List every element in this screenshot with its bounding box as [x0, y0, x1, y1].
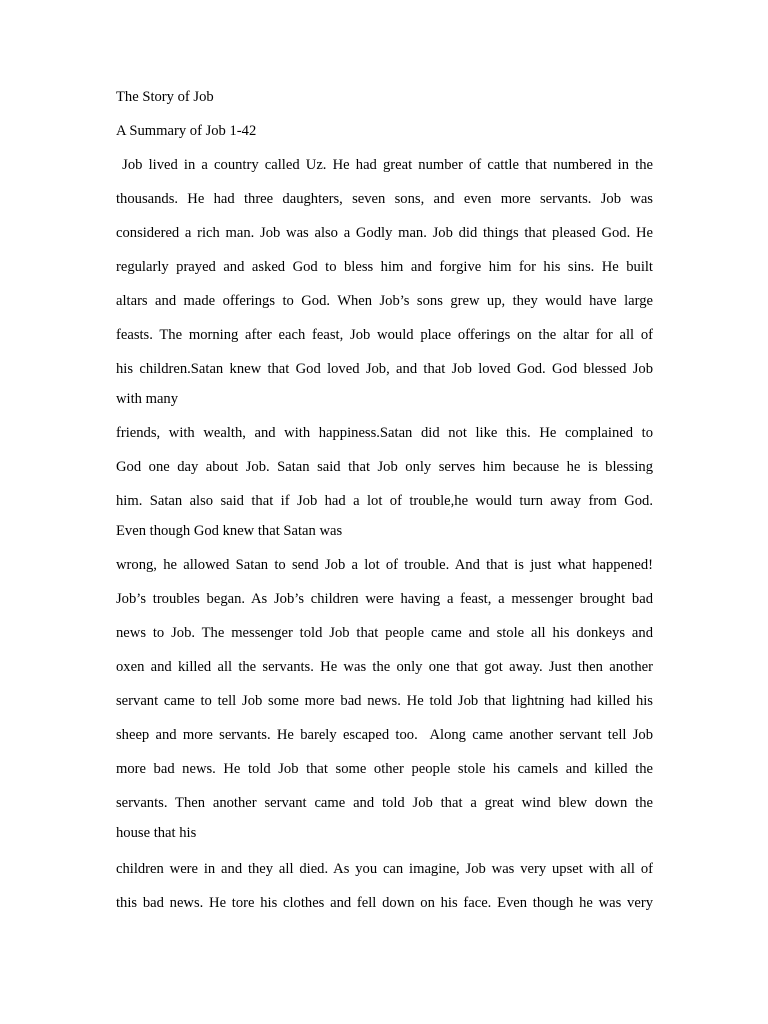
body-line: this bad news. He tore his clothes and fell down on his face. Even though he was very: [116, 895, 653, 911]
body-line: servant came to tell Job some more bad news. He told Job that lightning had killed his: [116, 693, 653, 709]
body-line: news to Job. The messenger told Job that people came and stole all his donkeys and: [116, 625, 653, 641]
body-line: God one day about Job. Satan said that Job only serves him because he is blessing: [116, 459, 653, 475]
body-line: regularly prayed and asked God to bless him and forgive him for his sins. He built: [116, 259, 653, 275]
body-line: oxen and killed all the servants. He was the only one that got away. Just then another: [116, 659, 653, 675]
body-line: thousands. He had three daughters, seven sons, and even more servants. Job was: [116, 191, 653, 207]
body-line: more bad news. He told Job that some other people stole his camels and killed the: [116, 761, 653, 777]
body-line: house that his: [116, 825, 197, 841]
body-line: wrong, he allowed Satan to send Job a lot of trouble. And that is just what happened!: [116, 557, 653, 573]
body-line: sheep and more servants. He barely escaped too. Along came another servant tell Job: [116, 727, 653, 743]
body-line: with many: [116, 391, 179, 407]
body-line: children were in and they all died. As you can imagine, Job was very upset with all of: [116, 861, 653, 877]
document-title: The Story of Job: [116, 89, 214, 105]
body-line: Job lived in a country called Uz. He had great number of cattle that numbered in the: [116, 157, 653, 173]
body-line: altars and made offerings to God. When Job’s sons grew up, they would have large: [116, 293, 653, 309]
body-line: Even though God knew that Satan was: [116, 523, 343, 539]
body-line: feasts. The morning after each feast, Job would place offerings on the altar for all of: [116, 327, 653, 343]
body-line: friends, with wealth, and with happiness.Satan did not like this. He complained to: [116, 425, 653, 441]
body-line: him. Satan also said that if Job had a lot of trouble,he would turn away from God.: [116, 493, 653, 509]
body-line: Job’s troubles began. As Job’s children were having a feast, a messenger brought bad: [116, 591, 653, 607]
document-subtitle: A Summary of Job 1-42: [116, 123, 257, 139]
body-line: servants. Then another servant came and told Job that a great wind blew down the: [116, 795, 653, 811]
body-line: his children.Satan knew that God loved Job, and that Job loved God. God blessed Job: [116, 361, 653, 377]
body-line: considered a rich man. Job was also a Godly man. Job did things that pleased God. He: [116, 225, 653, 241]
